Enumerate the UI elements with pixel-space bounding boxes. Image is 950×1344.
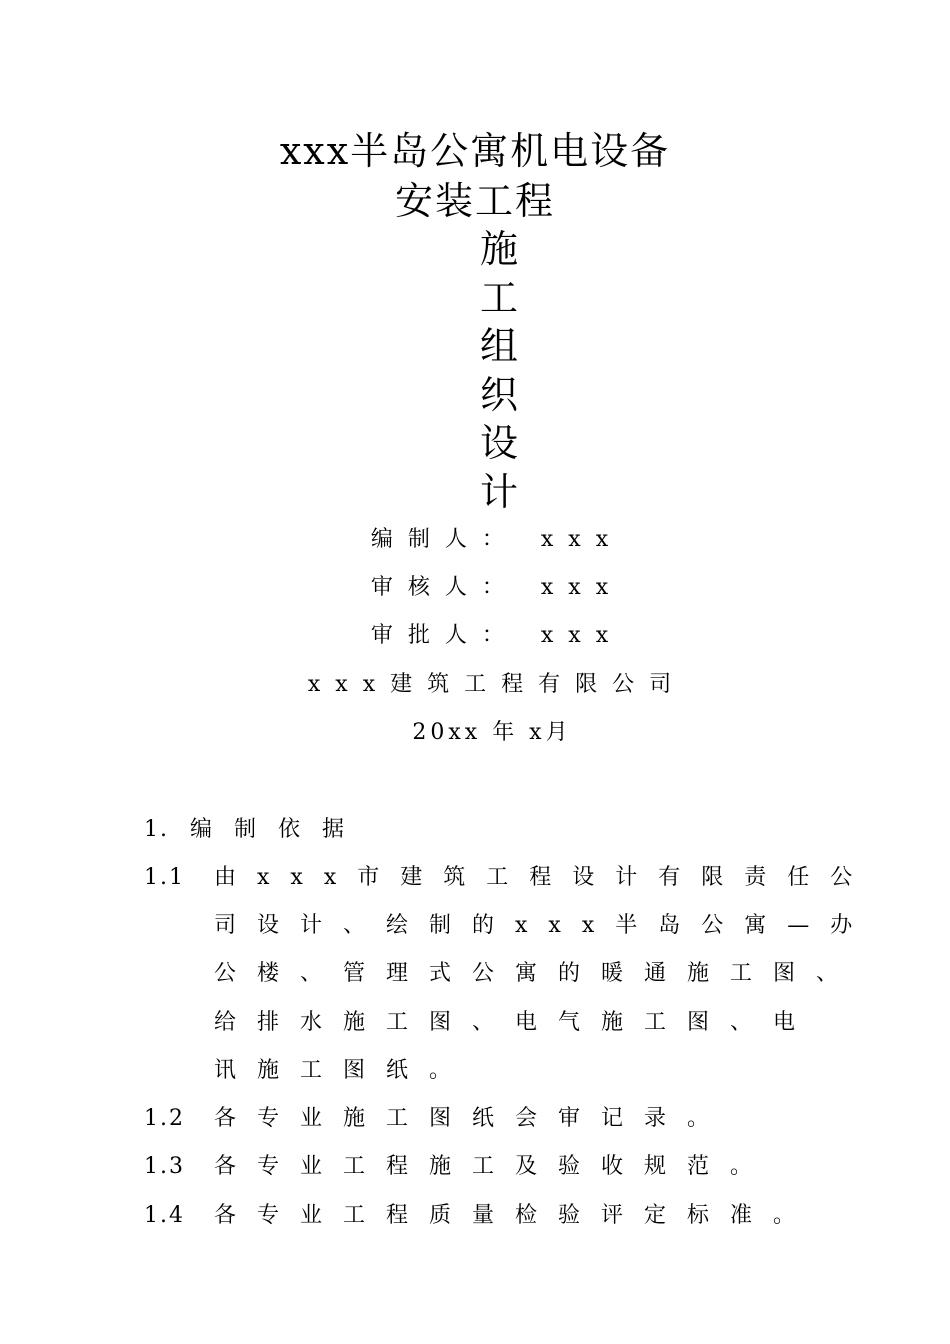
cover-title-char: 计 — [479, 470, 518, 514]
item-number: 1.3 — [144, 1154, 185, 1179]
item-text-line: 由xxx市建筑工程设计有限责任公 — [214, 865, 874, 890]
approver-line: 审批人： xxx — [370, 623, 624, 648]
cover-title-char: 织 — [479, 373, 518, 417]
company-name: xxx建筑工程有限公司 — [307, 672, 687, 697]
item-text-line: 各专业工程质量检验评定标准。 — [214, 1203, 817, 1228]
item-text-line: 各专业工程施工及验收规范。 — [214, 1154, 774, 1179]
reviewer-line: 审核人： xxx — [370, 575, 624, 600]
cover-title-line-1: xxx半岛公寓机电设备 — [279, 129, 671, 173]
section-number: 1. — [144, 817, 169, 842]
cover-title-char: 施 — [479, 227, 518, 271]
document-date: 20xx 年 x月 — [412, 720, 572, 745]
cover-title-char: 设 — [479, 421, 518, 465]
item-text-line: 给排水施工图、电气施工图、电 — [214, 1010, 817, 1035]
item-text-line: 各专业施工图纸会审记录。 — [214, 1106, 731, 1131]
item-number: 1.4 — [144, 1203, 185, 1228]
item-number: 1.2 — [144, 1106, 185, 1131]
section-title: 编制依据 — [190, 817, 367, 842]
cover-title-line-2: 安装工程 — [394, 179, 555, 223]
item-text-line: 司设计、绘制的xxx半岛公寓—办 — [214, 913, 874, 938]
item-text-line: 公楼、管理式公寓的暖通施工图、 — [214, 961, 860, 986]
cover-title-char: 组 — [479, 324, 518, 368]
cover-title-char: 工 — [479, 276, 518, 320]
item-text-line: 讯施工图纸。 — [214, 1058, 473, 1083]
item-number: 1.1 — [144, 865, 185, 890]
compiler-line: 编制人： xxx — [370, 527, 624, 552]
